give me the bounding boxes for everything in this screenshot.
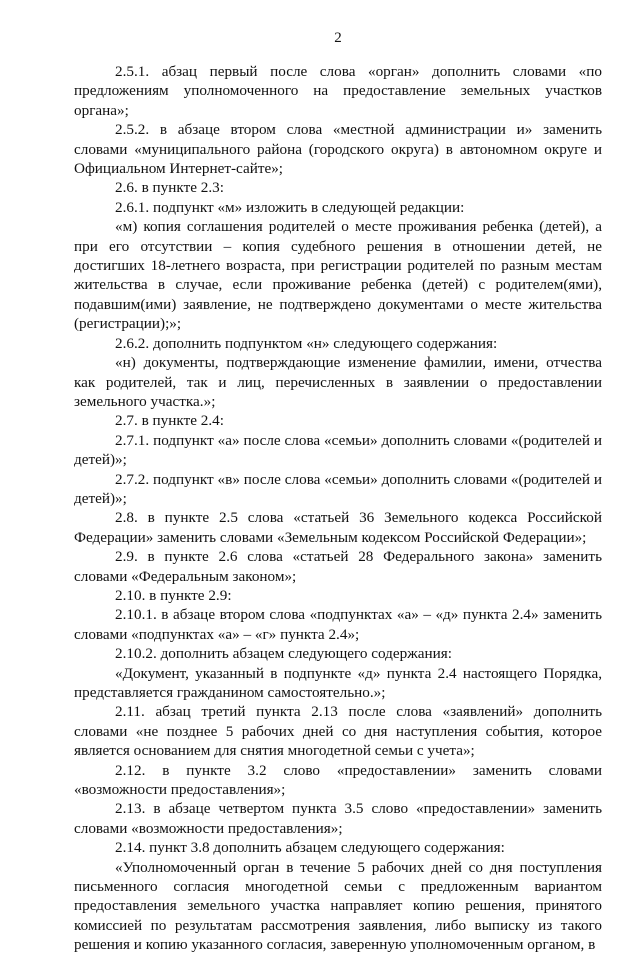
- paragraph-2-11: 2.11. абзац третий пункта 2.13 после слова «заявлений» дополнить словами «не позднее 5 рабочих дней со дня наступления события, которое является основанием для снятия многодетной семьи с учета»;: [74, 703, 602, 760]
- paragraph-2-13: 2.13. в абзаце четвертом пункта 3.5 слово «предоставлении» заменить словами «возможности предоставления»;: [74, 800, 602, 837]
- paragraph-2-5-1: 2.5.1. абзац первый после слова «орган» дополнить словами «по предложениям уполномоченного на предоставление земельных участков органа»;: [74, 63, 602, 119]
- paragraph-2-6: 2.6. в пункте 2.3:: [115, 179, 224, 197]
- paragraph-2-7: 2.7. в пункте 2.4:: [115, 412, 224, 430]
- paragraph-2-10-2: 2.10.2. дополнить абзацем следующего содержания:: [115, 645, 452, 663]
- paragraph-2-8: 2.8. в пункте 2.5 слова «статьей 36 Земельного кодекса Российской Федерации» заменить словами «Земельным кодексом Российской Федерации»;: [74, 509, 602, 546]
- paragraph-2-10-1: 2.10.1. в абзаце втором слова «подпунктах «а» – «д» пункта 2.4» заменить словами «подпунктах «а» – «г» пункта 2.4»;: [74, 606, 602, 643]
- paragraph-2-5-2: 2.5.2. в абзаце втором слова «местной администрации и» заменить словами «муниципального района (городского округа) в автономном округе и Официальном Интернет-сайте»;: [74, 121, 602, 178]
- paragraph-subitem-n: «н) документы, подтверждающие изменение фамилии, имени, отчества как родителей, так и лиц, перечисленных в заявлении о предоставлении земельного участка.»;: [74, 354, 602, 410]
- paragraph-2-7-2: 2.7.2. подпункт «в» после слова «семьи» дополнить словами «(родителей и детей)»;: [74, 470, 602, 507]
- paragraph-2-6-1: 2.6.1. подпункт «м» изложить в следующей редакции:: [115, 198, 465, 216]
- paragraph-2-6-2: 2.6.2. дополнить подпунктом «н» следующего содержания:: [115, 334, 498, 352]
- paragraph-document-quote: «Документ, указанный в подпункте «д» пункта 2.4 настоящего Порядка, представляется гражданином самостоятельно.»;: [74, 664, 602, 701]
- paragraph-2-7-1: 2.7.1. подпункт «а» после слова «семьи» дополнить словами «(родителей и детей)»;: [74, 431, 602, 469]
- paragraph-2-14: 2.14. пункт 3.8 дополнить абзацем следующего содержания:: [115, 839, 505, 857]
- paragraph-2-10: 2.10. в пункте 2.9:: [115, 586, 232, 604]
- paragraph-subitem-m: «м) копия соглашения родителей о месте проживания ребенка (детей), а при его отсутствии – копия судебного решения в отношении детей, не достигших 18-летнего возраста, при регистрации родителей по разным местам жительства в случае, если проживание ребенка (детей) с родителем(ями), подавшим(ими) заявление, не подтверждено документами о месте жительства (регистрации);»;: [74, 218, 602, 333]
- paragraph-2-9: 2.9. в пункте 2.6 слова «статьей 28 Федерального закона» заменить словами «Федеральным законом»;: [74, 548, 602, 585]
- page-number: 2: [334, 30, 342, 46]
- document-body: [74, 62, 602, 955]
- paragraph-authority-quote: «Уполномоченный орган в течение 5 рабочих дней со дня поступления письменного согласия многодетной семьи с предложенным вариантом предоставления земельного участка направляет копию решения, принятого комиссией по результатам рассмотрения заявления, либо выписку из такого решения и копию указанного согласия, заверенную уполномоченным органом, в: [74, 858, 602, 954]
- paragraph-2-12: 2.12. в пункте 3.2 слово «предоставлении» заменить словами «возможности предоставления»;: [74, 761, 602, 799]
